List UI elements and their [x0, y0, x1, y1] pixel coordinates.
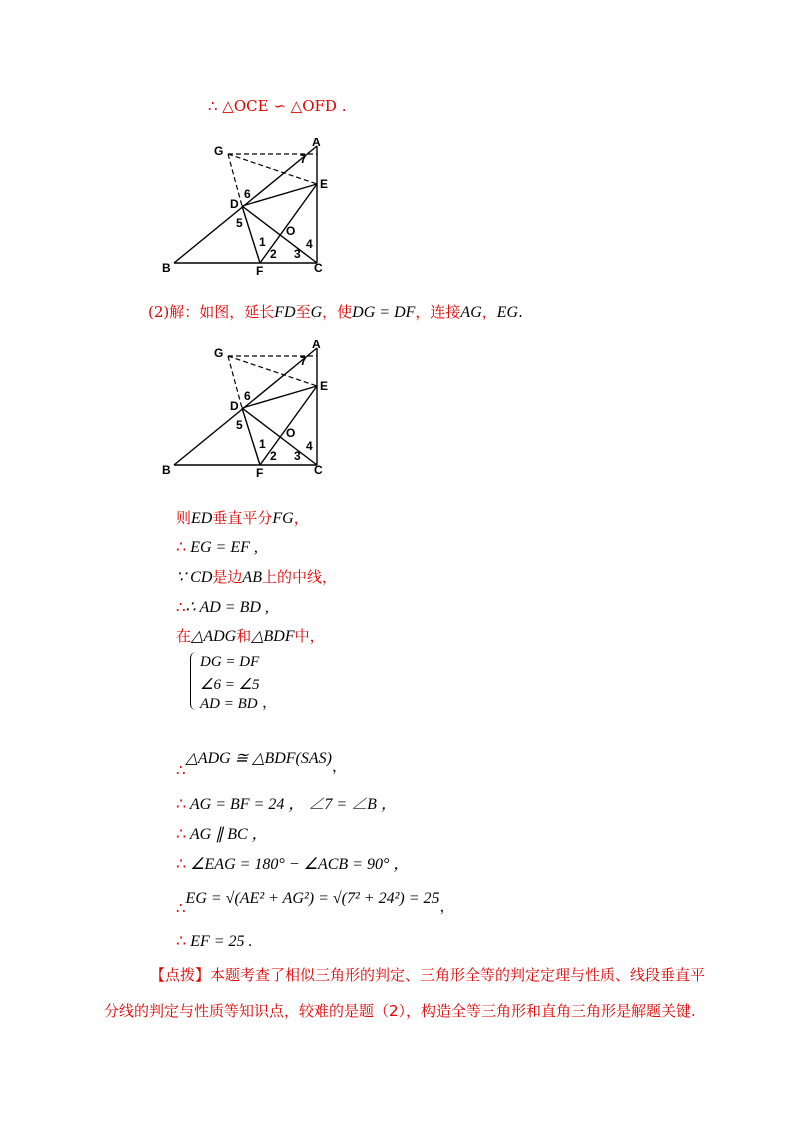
- svg-text:D: D: [230, 197, 239, 211]
- svg-text:A: A: [312, 340, 321, 351]
- system-line-1: DG = DF: [200, 654, 260, 670]
- line-median: ∵ CD是边AB上的中线，: [176, 568, 337, 586]
- svg-text:E: E: [320, 177, 329, 191]
- svg-text:5: 5: [236, 216, 243, 230]
- line-ad-bd: ∴∴ AD = BD ,: [176, 598, 269, 616]
- svg-text:7: 7: [300, 152, 307, 166]
- system-end-comma: ，: [262, 693, 278, 711]
- svg-text:4: 4: [306, 237, 313, 251]
- svg-text:1: 1: [259, 235, 266, 249]
- line-pythagoras: ∴EG = √(AE² + AG²) = √(7² + 24²) = 25，: [176, 890, 455, 917]
- svg-text:E: E: [320, 379, 329, 393]
- svg-text:2: 2: [270, 247, 277, 261]
- geometry-figure-2: [160, 340, 360, 480]
- note-line-1: 【点拨】本题考查了相似三角形的判定、三角形全等的判定定理与性质、线段垂直平: [150, 966, 706, 984]
- svg-text:3: 3: [294, 247, 301, 261]
- svg-text:C: C: [314, 261, 323, 275]
- line-construction: (2)解：如图，延长FD至G，使DG = DF，连接AG，EG.: [148, 303, 523, 321]
- line-similar-triangles: ∴ △OCE ∽ △OFD .: [208, 97, 347, 115]
- equation-system-brace: [190, 652, 199, 710]
- svg-text:B: B: [162, 463, 171, 477]
- system-line-3: AD = BD: [200, 696, 258, 712]
- svg-text:3: 3: [294, 449, 301, 463]
- line-ag-bf: ∴ AG = BF = 24 ， ∠7 = ∠B ，: [176, 796, 397, 813]
- svg-text:7: 7: [300, 354, 307, 368]
- svg-text:D: D: [230, 399, 239, 413]
- svg-text:O: O: [286, 426, 296, 440]
- svg-text:1: 1: [259, 437, 266, 451]
- svg-text:4: 4: [306, 439, 313, 453]
- line-in-triangles: 在△ADG和△BDF中，: [176, 627, 325, 645]
- svg-text:A: A: [312, 138, 321, 149]
- system-line-2: ∠6 = ∠5: [200, 677, 260, 693]
- svg-text:2: 2: [270, 449, 277, 463]
- svg-text:5: 5: [236, 418, 243, 432]
- svg-text:G: G: [214, 346, 224, 360]
- svg-text:6: 6: [244, 187, 251, 201]
- segment-de: [242, 184, 317, 206]
- note-line-2: 分线的判定与性质等知识点，较难的是题（2），构造全等三角形和直角三角形是解题关键.: [104, 1002, 696, 1020]
- geometry-figure-1: [160, 138, 360, 278]
- segment-dc: [242, 206, 317, 263]
- svg-text:6: 6: [244, 389, 251, 403]
- line-congruent: ∴△ADG ≅ △BDF(SAS)，: [176, 750, 347, 779]
- svg-text:O: O: [286, 224, 296, 238]
- line-angle-eag: ∴ ∠EAG = 180° − ∠ACB = 90° ，: [176, 856, 410, 873]
- svg-text:B: B: [162, 261, 171, 275]
- svg-text:F: F: [256, 466, 264, 480]
- line-eg-ef: ∴ EG = EF ,: [176, 539, 258, 556]
- line-parallel: ∴ AG ∥ BC ，: [176, 826, 268, 843]
- svg-text:F: F: [256, 264, 264, 278]
- line-perpendicular-bisector: 则ED垂直平分FG，: [176, 509, 309, 527]
- svg-text:G: G: [214, 144, 224, 158]
- segment-df: [242, 206, 260, 263]
- svg-text:C: C: [314, 463, 323, 477]
- line-ef-result: ∴ EF = 25 .: [176, 933, 253, 950]
